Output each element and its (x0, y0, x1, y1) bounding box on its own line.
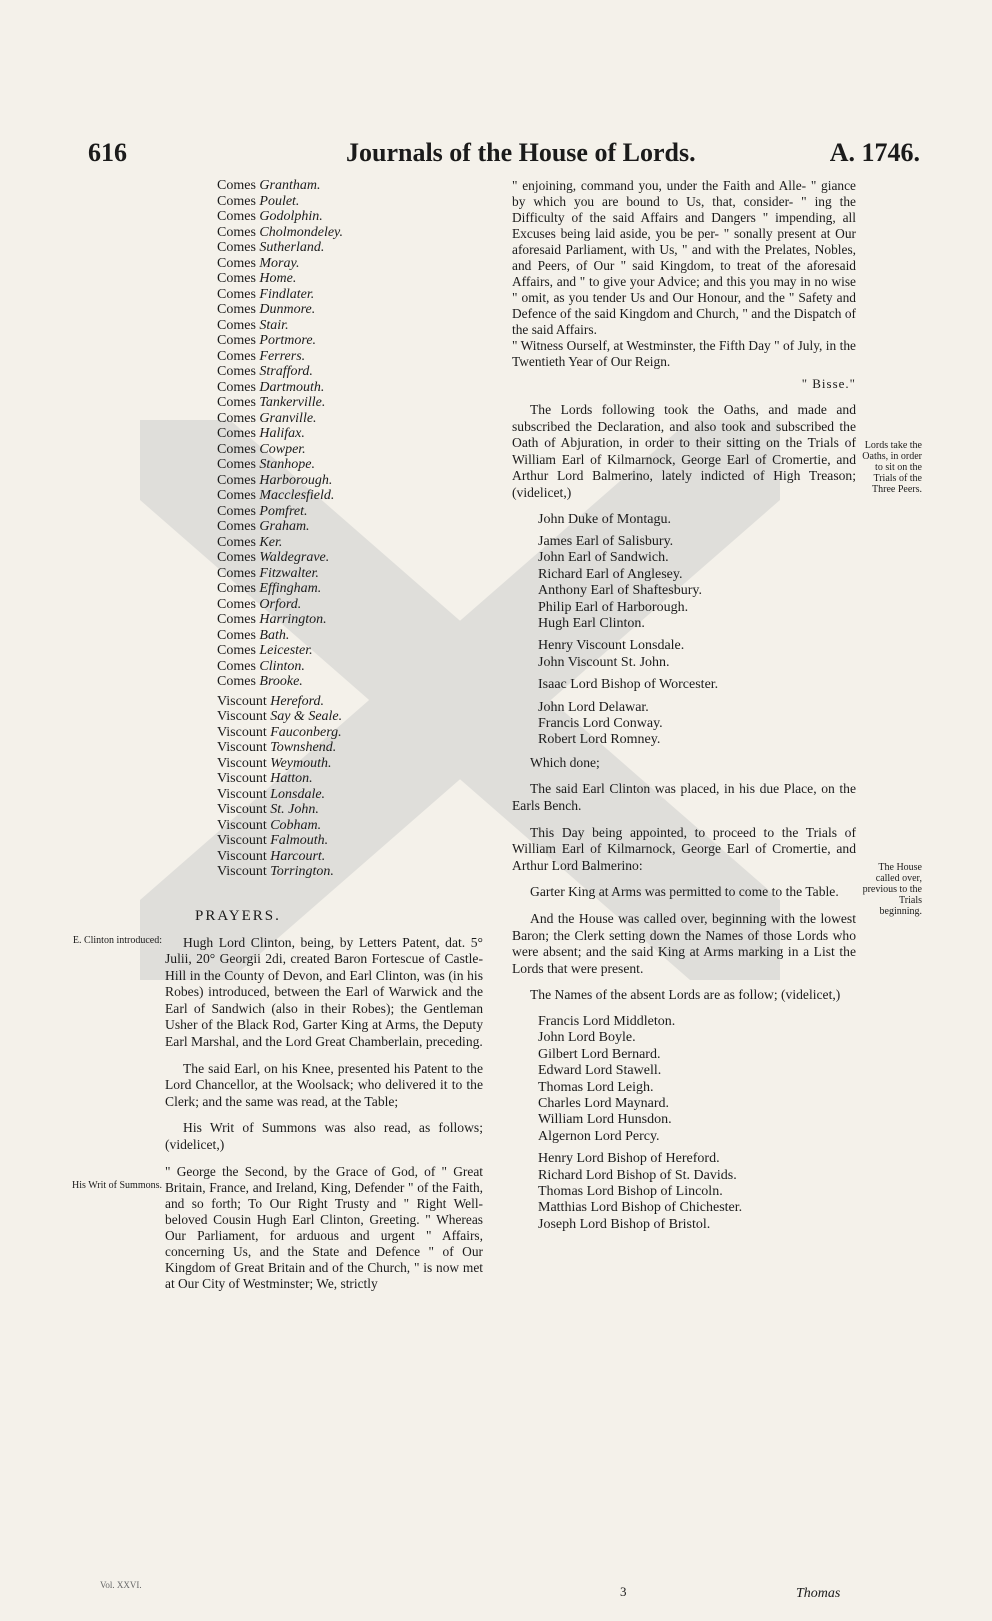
comes-row (217, 659, 483, 675)
peer-name: Waldegrave. (259, 550, 330, 565)
peer-name: Granville. (259, 410, 317, 426)
comes-row (217, 674, 483, 690)
peer-name: Fauconberg. (270, 724, 342, 740)
comes-row (217, 535, 483, 551)
witness-line: " Witness Ourself, at Westminster, the Fifth Day " of July, in the Twentieth Year of Our Reign. (512, 338, 856, 369)
clinton-introduced-paragraph: Hugh Lord Clinton, being, by Letters Patent, dat. 5° Julii, 20° Georgii 2di, created Baron Fortescue of Castle-Hill in the County of Devon, and Earl Clinton, was (in his Robes) introduced, between the Earl of Warwick and the Earl of Sandwich (also in their Robes); the Gentleman Usher of the Black Rod, Garter King at Arms, the Deputy Earl Marshal, and the Lord Great Chamberlain, preceding. (165, 934, 483, 1050)
title-prefix: Viscount (217, 817, 271, 833)
absent-lord-row: Algernon Lord Percy. (538, 1128, 660, 1144)
oath-lord-row: Henry Viscount Lonsdale. (538, 638, 685, 654)
peer-name: Home. (259, 271, 297, 286)
peer-name: Fitzwalter. (259, 565, 319, 581)
title-prefix: Comes (217, 224, 260, 240)
garter-paragraph: Garter King at Arms was permitted to come to the Table. (530, 884, 839, 900)
title-prefix: Comes (217, 395, 260, 410)
comes-row (217, 333, 483, 349)
title-prefix: Comes (217, 364, 260, 379)
comes-row (217, 612, 483, 628)
comes-row (217, 628, 483, 644)
title-prefix: Comes (217, 348, 260, 364)
peer-name: Townshend. (270, 740, 337, 755)
peer-name: Brooke. (259, 674, 303, 689)
peer-name: Moray. (259, 255, 300, 271)
which-done: Which done; (530, 754, 600, 770)
title-prefix: Comes (217, 658, 260, 674)
title-prefix: Comes (217, 240, 260, 255)
comes-row (217, 550, 483, 566)
peer-name: Bath. (259, 627, 290, 643)
peer-name: Torrington. (270, 864, 334, 879)
title-prefix: Comes (217, 426, 260, 441)
comes-row (217, 411, 483, 427)
title-prefix: Comes (217, 286, 260, 302)
peer-name: Effingham. (259, 581, 322, 596)
comes-row (217, 302, 483, 318)
comes-row (217, 240, 483, 256)
oath-lord-row: Robert Lord Romney. (538, 732, 661, 748)
oath-lord-row: Hugh Earl Clinton. (538, 616, 645, 631)
title-prefix: Viscount (217, 709, 271, 724)
title-prefix: Comes (217, 193, 260, 209)
peer-name: Stanhope. (259, 457, 315, 472)
peer-name: St. John. (270, 802, 319, 817)
title-prefix: Comes (217, 581, 260, 596)
absent-lord-row: Francis Lord Middleton. (538, 1013, 676, 1029)
viscount-row (217, 740, 483, 756)
placed-paragraph: The said Earl Clinton was placed, in his due Place, on the Earls Bench. (512, 781, 856, 814)
title-prefix: Comes (217, 255, 260, 271)
title-prefix: Comes (217, 317, 260, 333)
oaths-paragraph: The Lords following took the Oaths, and made and subscribed the Declaration, and also took and subscribed the Oath of Abjuration, in order to their sitting on the Trials of William Earl of Kilmarnock, George Earl of Cromertie, and Arthur Lord Balmerino, lately indicted of High Treason; (videlicet,) (512, 402, 856, 500)
oath-lord-row: Philip Earl of Harborough. (538, 599, 689, 615)
peer-name: Lonsdale. (270, 786, 326, 802)
peer-name: Cobham. (270, 817, 322, 833)
title-prefix: Comes (217, 410, 260, 426)
peer-name: Sutherland. (259, 240, 325, 255)
absent-lord-row: Henry Lord Bishop of Hereford. (538, 1151, 720, 1167)
comes-row (217, 519, 483, 535)
title-prefix: Viscount (217, 693, 271, 709)
absent-lord-row: John Lord Boyle. (538, 1030, 636, 1046)
title-prefix: Comes (217, 271, 260, 286)
viscount-row (217, 818, 483, 834)
peer-name: Say & Seale. (270, 709, 343, 724)
title-prefix: Viscount (217, 740, 271, 755)
peer-name: Strafford. (259, 364, 313, 379)
oath-lord-row: Francis Lord Conway. (538, 716, 663, 732)
page-year: A. 1746. (829, 138, 920, 167)
title-prefix: Viscount (217, 833, 271, 848)
peer-name: Dartmouth. (259, 379, 325, 395)
comes-row (217, 643, 483, 659)
title-prefix: Comes (217, 302, 260, 317)
peer-name: Findlater. (259, 286, 315, 302)
title-prefix: Comes (217, 209, 260, 224)
page-header (88, 138, 920, 174)
peer-name: Portmore. (259, 333, 317, 348)
comes-row (217, 287, 483, 303)
footer-page-mark: 3 (620, 1584, 627, 1599)
comes-row (217, 457, 483, 473)
absent-lord-row: Matthias Lord Bishop of Chichester. (538, 1200, 743, 1216)
title-prefix: Comes (217, 534, 260, 550)
oath-lords-list (512, 512, 856, 749)
name-group (512, 700, 856, 749)
oath-lord-row: James Earl of Salisbury. (538, 533, 674, 549)
left-column (165, 178, 483, 1292)
margin-note-called-over: The House called over, previous to the Trials beginning. (862, 862, 922, 917)
name-group (512, 638, 856, 671)
patent-paragraph: The said Earl, on his Knee, presented his Patent to the Lord Chancellor, at the Woolsack; who delivered it to the Clerk; and the same was read, at the Table; (165, 1060, 483, 1109)
margin-note-clinton: E. Clinton introduced: (72, 935, 162, 946)
comes-row (217, 581, 483, 597)
title-prefix: Viscount (217, 802, 271, 817)
writ-text-right: " enjoining, command you, under the Faith and Alle- " giance by which you are bound to Us, that, consider- " ing the Difficulty of the said Affairs and Dangers " impending, all Excuses being laid aside, you be per- " sonally present at Our aforesaid Parliament, with Us, " and with the Prelates, Nobles, and Peers, of Our " said Kingdom, to treat of the aforesaid Affairs, and " to give your Advice; and this you may in no wise " omit, as you tender Us and Our Honour, and the " Safety and Defence of the said Kingdom and Church, " and the Dispatch of the said Affairs. (512, 178, 856, 337)
peer-name: Tankerville. (259, 395, 326, 410)
peer-name: Pomfret. (259, 503, 308, 519)
peer-name: Weymouth. (270, 755, 332, 771)
title-prefix: Comes (217, 457, 260, 472)
title-prefix: Comes (217, 472, 260, 488)
absent-lord-row: Joseph Lord Bishop of Bristol. (538, 1216, 711, 1232)
bisse-signature: " Bisse." (801, 376, 856, 391)
oath-lord-row: John Earl of Sandwich. (538, 550, 669, 566)
comes-row (217, 209, 483, 225)
comes-row (217, 256, 483, 272)
comes-list (165, 178, 483, 690)
page-number: 616 (88, 138, 127, 167)
peer-name: Hatton. (270, 771, 313, 786)
absent-lord-row: Thomas Lord Leigh. (538, 1079, 654, 1095)
trials-paragraph: This Day being appointed, to proceed to the Trials of William Earl of Kilmarnock, George Earl of Cromertie, and Arthur Lord Balmerino: (512, 824, 856, 873)
prayers-heading: PRAYERS. (195, 907, 281, 924)
title-prefix: Viscount (217, 724, 271, 740)
viscount-row (217, 709, 483, 725)
viscount-row (217, 694, 483, 710)
right-column (512, 178, 856, 1239)
title-prefix: Comes (217, 596, 260, 612)
title-prefix: Comes (217, 627, 260, 643)
title-prefix: Viscount (217, 864, 271, 879)
title-prefix: Comes (217, 565, 260, 581)
title-prefix: Comes (217, 674, 260, 689)
footer-signature: Vol. XXVI. (100, 1580, 142, 1590)
viscount-row (217, 756, 483, 772)
oath-lord-row: John Duke of Montagu. (538, 511, 671, 527)
title-prefix: Comes (217, 488, 260, 503)
name-group (512, 677, 856, 693)
called-over-paragraph: And the House was called over, beginning with the lowest Baron; the Clerk setting down the Names of those Lords who were absent; and the said King at Arms marking in a List the Lords that were present. (512, 911, 856, 976)
viscount-row (217, 771, 483, 787)
peer-name: Ferrers. (259, 348, 306, 364)
peer-name: Poulet. (259, 193, 300, 209)
name-group (512, 1151, 856, 1233)
margin-note-writ: His Writ of Summons. (72, 1180, 162, 1191)
page-title: Journals of the House of Lords. (346, 138, 696, 167)
title-prefix: Comes (217, 612, 260, 627)
peer-name: Leicester. (259, 643, 313, 658)
comes-row (217, 225, 483, 241)
absent-lord-row: Edward Lord Stawell. (538, 1063, 662, 1079)
peer-name: Harborough. (259, 472, 333, 488)
comes-row (217, 178, 483, 194)
peer-name: Clinton. (259, 658, 305, 674)
comes-row (217, 566, 483, 582)
oath-lord-row: John Viscount St. John. (538, 654, 670, 670)
peer-name: Stair. (259, 317, 289, 333)
absent-intro: The Names of the absent Lords are as follow; (videlicet,) (530, 987, 841, 1003)
absent-lord-row: Charles Lord Maynard. (538, 1096, 670, 1111)
absent-lord-row: William Lord Hunsdon. (538, 1112, 672, 1128)
writ-intro-paragraph: His Writ of Summons was also read, as follows; (videlicet,) (165, 1120, 483, 1153)
title-prefix: Comes (217, 643, 260, 658)
viscount-row (217, 833, 483, 849)
comes-row (217, 318, 483, 334)
title-prefix: Comes (217, 441, 260, 457)
name-group (512, 512, 856, 528)
comes-row (217, 442, 483, 458)
peer-name: Godolphin. (259, 209, 323, 224)
title-prefix: Viscount (217, 771, 271, 786)
title-prefix: Viscount (217, 755, 271, 771)
comes-row (217, 597, 483, 613)
viscount-row (217, 787, 483, 803)
peer-name: Macclesfield. (259, 488, 335, 503)
comes-row (217, 395, 483, 411)
peer-name: Cowper. (259, 441, 306, 457)
viscount-row (217, 864, 483, 880)
oath-lord-row: Richard Earl of Anglesey. (538, 566, 683, 582)
viscount-row (217, 849, 483, 865)
viscount-row (217, 802, 483, 818)
peer-name: Dunmore. (259, 302, 316, 317)
peer-name: Harcourt. (270, 848, 326, 864)
absent-lord-row: Thomas Lord Bishop of Lincoln. (538, 1184, 723, 1200)
comes-row (217, 488, 483, 504)
peer-name: Hereford. (270, 693, 325, 709)
comes-row (217, 426, 483, 442)
footer-catchword: Thomas (796, 1586, 841, 1601)
peer-name: Orford. (259, 596, 302, 612)
absent-lord-row: Richard Lord Bishop of St. Davids. (538, 1167, 737, 1183)
comes-row (217, 364, 483, 380)
viscount-row (217, 725, 483, 741)
oath-lord-row: John Lord Delawar. (538, 699, 649, 715)
peer-name: Cholmondeley. (259, 224, 343, 240)
title-prefix: Viscount (217, 786, 271, 802)
name-group (512, 1014, 856, 1145)
title-prefix: Comes (217, 550, 260, 565)
peer-name: Harrington. (259, 612, 327, 627)
title-prefix: Viscount (217, 848, 271, 864)
peer-name: Grantham. (259, 178, 321, 193)
peer-name: Ker. (259, 534, 283, 550)
title-prefix: Comes (217, 379, 260, 395)
oath-lord-row: Anthony Earl of Shaftesbury. (538, 583, 702, 599)
viscount-list (165, 694, 483, 880)
comes-row (217, 380, 483, 396)
title-prefix: Comes (217, 503, 260, 519)
title-prefix: Comes (217, 178, 260, 193)
comes-row (217, 349, 483, 365)
comes-row (217, 504, 483, 520)
writ-text-left: " George the Second, by the Grace of God, of " Great Britain, France, and Ireland, King, Defender " of the Faith, and so forth; To Our Right Trusty and " Right Well-beloved Cousin Hugh Earl Clinton, Greeting. " Whereas Our Parliament, for arduous and urgent " Affairs, concerning Us, and the State and Defence " of Our Kingdom of Great Britain and of the Church, " is now met at Our City of Westminster; We, strictly (165, 1163, 483, 1291)
absent-lord-row: Gilbert Lord Bernard. (538, 1046, 661, 1062)
peer-name: Falmouth. (270, 833, 329, 848)
margin-note-oaths: Lords take the Oaths, in order to sit on the Trials of the Three Peers. (862, 440, 922, 495)
oath-lord-row: Isaac Lord Bishop of Worcester. (538, 677, 719, 693)
comes-row (217, 473, 483, 489)
comes-row (217, 194, 483, 210)
absent-lords-list (512, 1014, 856, 1233)
comes-row (217, 271, 483, 287)
peer-name: Halifax. (259, 426, 305, 441)
name-group (512, 534, 856, 632)
title-prefix: Comes (217, 519, 260, 534)
title-prefix: Comes (217, 333, 260, 348)
peer-name: Graham. (259, 519, 310, 534)
